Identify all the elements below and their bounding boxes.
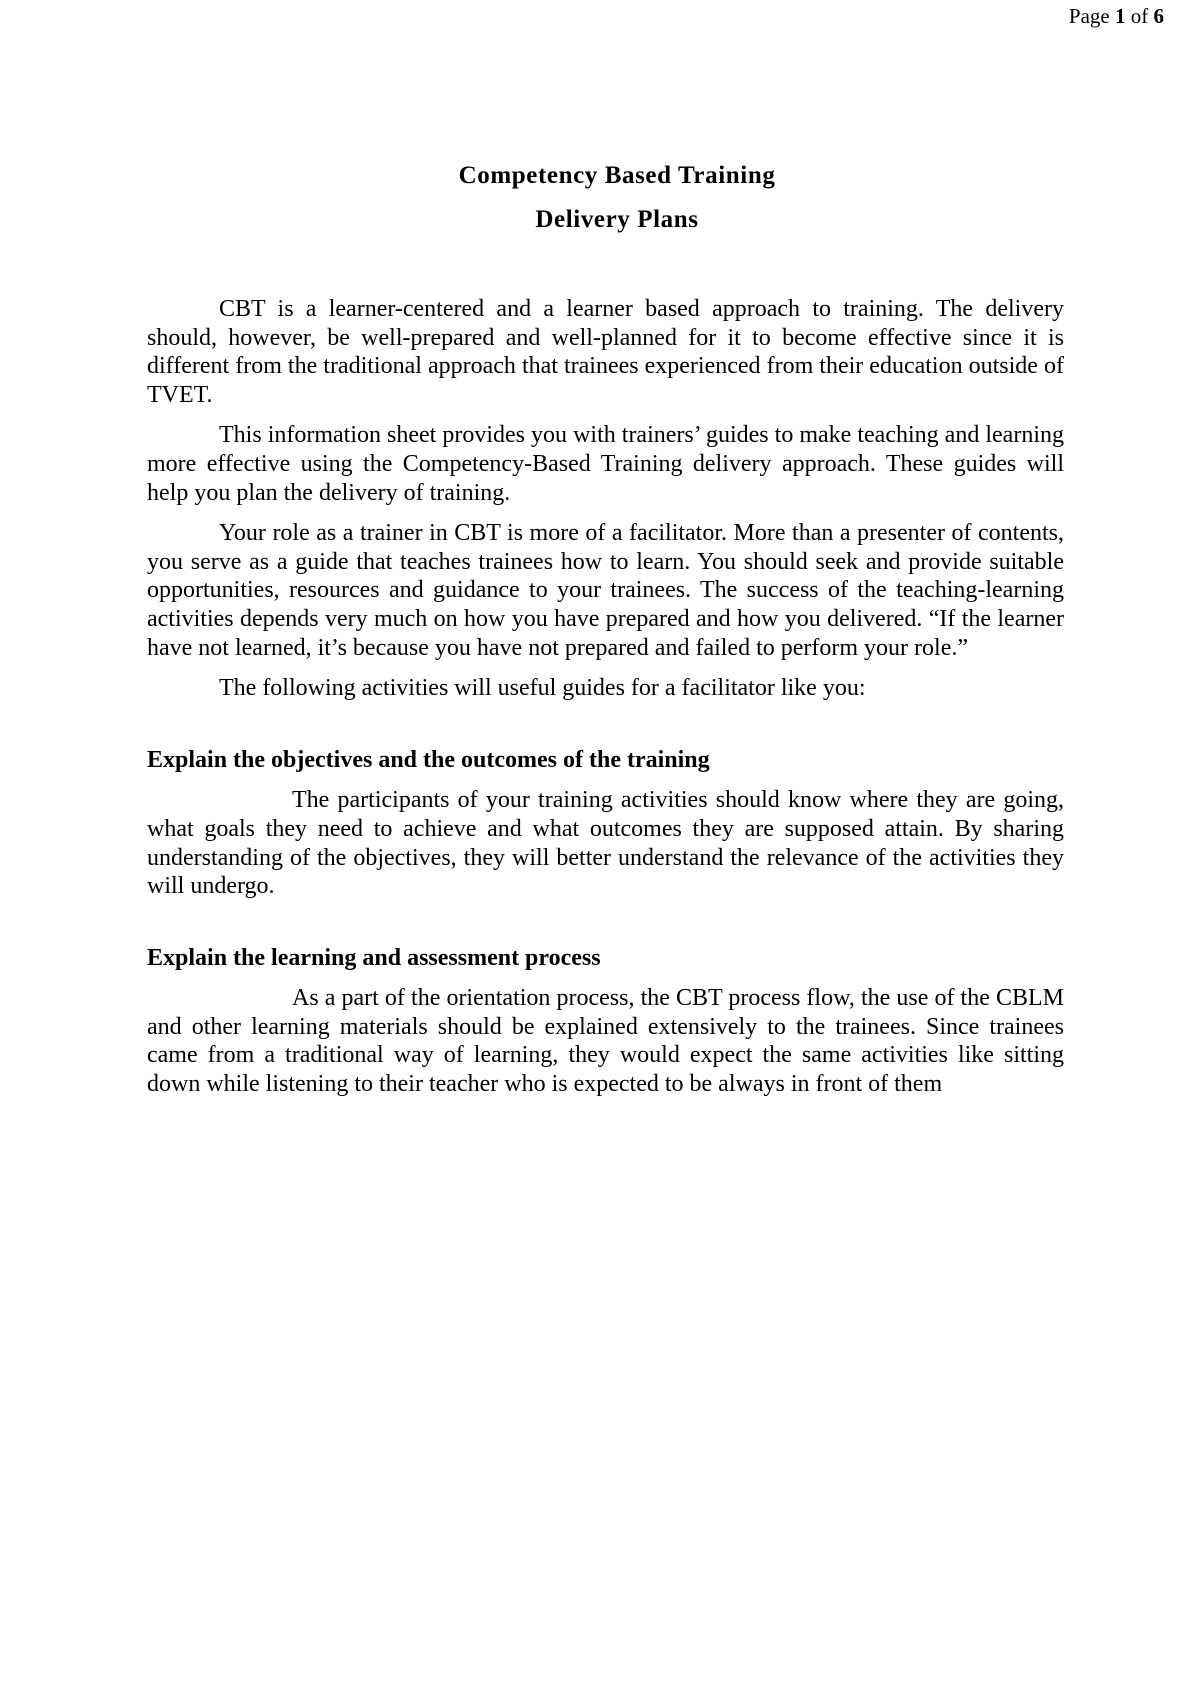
intro-paragraph-1: CBT is a learner-centered and a learner based approach to training. The delivery should, however, be well-prepared and well-planned for it to become effective since it is different from the traditional approach that trainees experienced from their education outside of TVET. — [147, 296, 1064, 408]
section-body-objectives: The participants of your training activities should know where they are going, what goals they need to achieve and what outcomes they are supposed attain. By sharing understanding of the objectives, they will better understand the relevance of the activities they will undergo. — [147, 787, 1064, 900]
page-number — [1069, 3, 1164, 29]
document-body — [147, 295, 1064, 1111]
document-title — [0, 154, 1200, 242]
intro-paragraph-4: The following activities will useful guides for a facilitator like you: — [219, 675, 866, 702]
section-body-learning-assessment: As a part of the orientation process, the CBT process flow, the use of the CBLM and other learning materials should be explained extensively to the trainees. Since trainees came from a traditional way of learning, they would expect the same activities like sitting down while listening to their teacher who is expected to be always in front of them — [147, 985, 1064, 1098]
intro-paragraph-2: This information sheet provides you with trainers’ guides to make teaching and learning more effective using the Competency-Based Training delivery approach. These guides will help you plan the delivery of training. — [147, 422, 1064, 506]
section-heading-objectives: Explain the objectives and the outcomes of the training — [147, 746, 710, 773]
title-line-1: Competency Based Training — [458, 162, 776, 189]
section-heading-learning-assessment: Explain the learning and assessment process — [147, 944, 601, 971]
page-total: 6 — [1153, 4, 1164, 28]
page-of-label: of — [1130, 4, 1149, 28]
page-label: Page — [1068, 4, 1110, 28]
title-line-2: Delivery Plans — [535, 206, 699, 233]
intro-paragraph-3: Your role as a trainer in CBT is more of a facilitator. More than a presenter of contents, you serve as a guide that teaches trainees how to learn. You should seek and provide suitable opportunities, resources and guidance to your trainees. The success of the teaching-learning activities depends very much on how you have prepared and how you delivered. “If the learner have not learned, it’s because you have not prepared and failed to perform your role.” — [147, 520, 1064, 661]
page-current: 1 — [1115, 4, 1126, 28]
